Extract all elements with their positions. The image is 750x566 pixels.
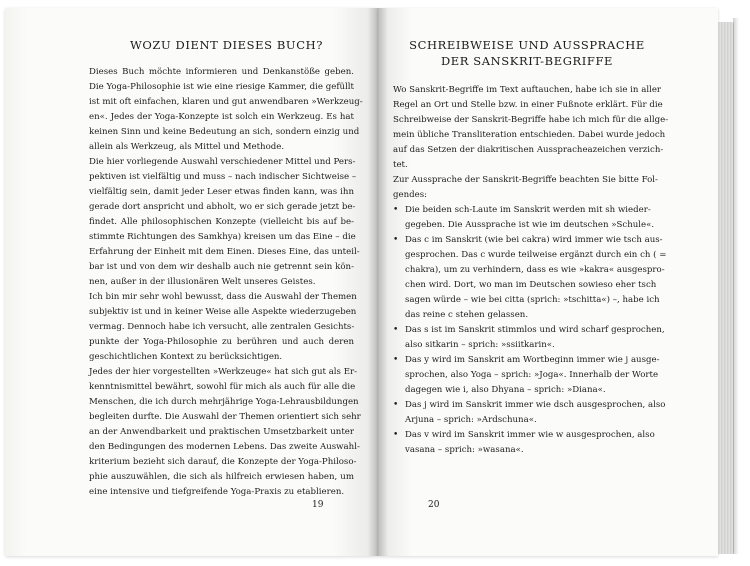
left-line: bar ist und von dem wir deshalb auch nie getrennt sein kön- <box>89 262 354 272</box>
left-line: Die Yoga-Philosophie ist wie eine riesige Kammer, die gefüllt <box>89 82 355 92</box>
bullet-line: Das j wird im Sanskrit immer wie dsch ausgesprochen, also <box>405 400 666 410</box>
bullet-line: dagegen wie i, also Dhyana – sprich: »Diana«. <box>405 385 606 395</box>
bullet-line: Arjuna – sprich: »Ardschuna«. <box>405 415 537 425</box>
bullet-line: Das s ist im Sanskrit stimmlos und wird scharf gesprochen, <box>405 325 665 335</box>
bullet-item <box>393 398 666 428</box>
bullet-item <box>393 428 655 458</box>
bullet-line: sagen würde – wie bei citta (sprich: »tschitta«) –, habe ich <box>405 295 660 305</box>
right-line: Regel an Ort und Stelle bzw. in einer Fußnote erklärt. Für die <box>393 100 663 110</box>
bullet-icon: • <box>393 325 399 335</box>
bullet-icon: • <box>393 205 399 215</box>
bullet-icon: • <box>393 400 399 410</box>
right-page-number: 20 <box>428 500 440 510</box>
bullet-line: Die beiden sch-Laute im Sanskrit werden mit sh wieder- <box>405 205 651 215</box>
bullet-item <box>393 323 665 353</box>
bullet-icon: • <box>393 235 399 245</box>
left-line: stimmte Richtungen des Samkhya) kreisen um das Eine – die <box>89 232 356 242</box>
page-edges <box>718 22 734 554</box>
left-line: kenntnismittel bewährt, sowohl für mich als auch für alle die <box>89 382 356 392</box>
bullet-item <box>393 203 655 233</box>
right-line: Zur Aussprache der Sanskrit-Begriffe beachten Sie bitte Fol- <box>393 175 658 185</box>
left-line: Erfahrung der Einheit mit dem Einen. Dieses Eine, das unteil- <box>89 247 360 257</box>
left-line: Ich bin mir sehr wohl bewusst, dass die Auswahl der Themen <box>89 292 357 302</box>
bullet-line: Das v wird im Sanskrit immer wie w ausgesprochen, also <box>405 430 655 440</box>
right-page-body <box>393 83 669 458</box>
bullet-icon: • <box>393 355 399 365</box>
left-line: vielfältig sein, damit jeder Leser etwas finden kann, was ihn <box>89 187 354 197</box>
right-line: Schreibweise der Sanskrit-Begriffe habe ich mich für die allge- <box>393 115 669 125</box>
bullet-item <box>393 353 660 398</box>
right-line: gendes: <box>393 190 428 200</box>
left-line: punkte der Yoga-Philosophie zu berühren und auch deren <box>89 337 354 347</box>
left-line: subjektiv ist und in keiner Weise alle Aspekte wiederzugeben <box>89 307 357 317</box>
bullet-line: chakra), um zu verhindern, dass es wie »kakra« ausgespro- <box>405 265 665 275</box>
left-page-heading-block <box>99 37 354 53</box>
left-line: nen, außer in der illusionären Welt unseres Geistes. <box>89 277 316 287</box>
left-page-heading: WOZU DIENT DIESES BUCH? <box>129 38 324 52</box>
left-line: en«. Jedes der Yoga-Konzepte ist solch ein Werkzeug. Es hat <box>89 112 354 122</box>
left-page-number: 19 <box>312 500 324 510</box>
left-line: eine intensive und tiefgreifende Yoga-Praxis zu etablieren. <box>89 487 345 497</box>
left-line: phie auszuwählen, die sich als hilfreich erwiesen haben, um <box>89 472 354 482</box>
left-line: Die hier vorliegende Auswahl verschiedener Mittel und Pers- <box>89 157 356 167</box>
bullet-line: Das y wird im Sanskrit am Wortbeginn immer wie j ausge- <box>405 355 660 365</box>
right-page-heading-block <box>402 37 652 69</box>
left-line: gerade dort anspricht und abholt, wo er sich gerade jetzt be- <box>89 202 356 212</box>
bullet-icon: • <box>393 430 399 440</box>
left-line: Jedes der hier vorgestellten »Werkzeuge« hat sich gut als Er- <box>89 367 357 377</box>
left-line: keinen Sinn und keine Bedeutung an sich, sondern einzig und <box>89 127 360 137</box>
left-line: pektiven ist vielfältig und muss – nach indischer Sichtweise – <box>89 172 357 182</box>
bullet-line: sprochen, also Yoga – sprich: »Joga«. Innerhalb der Worte <box>405 370 659 380</box>
book-gutter <box>368 8 388 556</box>
left-line: allein als Werkzeug, als Mittel und Methode. <box>89 142 285 152</box>
left-line: ist mit oft einfachen, klaren und gut anwendbaren »Werkzeug- <box>89 97 363 107</box>
left-page-body <box>89 65 363 500</box>
bullet-line: das reine c stehen gelassen. <box>405 310 529 320</box>
book-shadow <box>733 18 739 554</box>
bullet-line: also sitkarin – sprich: »ssiitkarin«. <box>405 340 555 350</box>
bullet-line: Das c im Sanskrit (wie bei cakra) wird immer wie tsch aus- <box>405 235 663 245</box>
left-line: den Bedingungen des modernen Lebens. Das zweite Auswahl- <box>89 442 360 452</box>
left-line: kriterium bezieht sich darauf, die Konzepte der Yoga-Philoso- <box>89 457 357 467</box>
right-line: auf das Setzen der diakritischen Ausspracheazeichen verzich- <box>393 145 664 155</box>
bullet-line: gegeben. Die Aussprache ist wie im deutschen »Schule«. <box>405 220 655 230</box>
right-line: tet. <box>393 160 408 170</box>
right-line: mein übliche Transliteration entschieden. Dabei wurde jedoch <box>393 130 666 140</box>
bullet-item <box>393 233 667 323</box>
bullet-line: chen wird. Dort, wo man im Deutschen sowieso eher tsch <box>405 280 657 290</box>
bullet-line: vasana – sprich: »wasana«. <box>405 445 524 455</box>
right-page-heading-line2: DER SANSKRIT-BEGRIFFE <box>440 54 614 68</box>
left-line: geschichtlichen Kontext zu berücksichtigen. <box>89 352 283 362</box>
left-line: an der Anwendbarkeit und praktischen Umsetzbarkeit unter <box>89 427 354 437</box>
left-line: begleiten durfte. Die Auswahl der Themen orientiert sich sehr <box>89 412 361 422</box>
right-line: Wo Sanskrit-Begriffe im Text auftauchen, habe ich sie in aller <box>393 85 662 95</box>
left-line: Menschen, die ich durch mehrjährige Yoga-Lehrausbildungen <box>89 397 359 407</box>
left-line: Dieses Buch möchte informieren und Denkanstöße geben. <box>89 67 354 77</box>
bullet-line: gesprochen. Das c wurde teilweise ergänzt durch ein ch ( = <box>405 250 667 260</box>
left-line: findet. Alle philosophischen Konzepte (vielleicht bis auf be- <box>89 217 354 227</box>
left-line: vermag. Dennoch habe ich versucht, alle zentralen Gesichts- <box>89 322 355 332</box>
right-page-heading-line1: SCHREIBWEISE UND AUSSPRACHE <box>409 38 645 52</box>
